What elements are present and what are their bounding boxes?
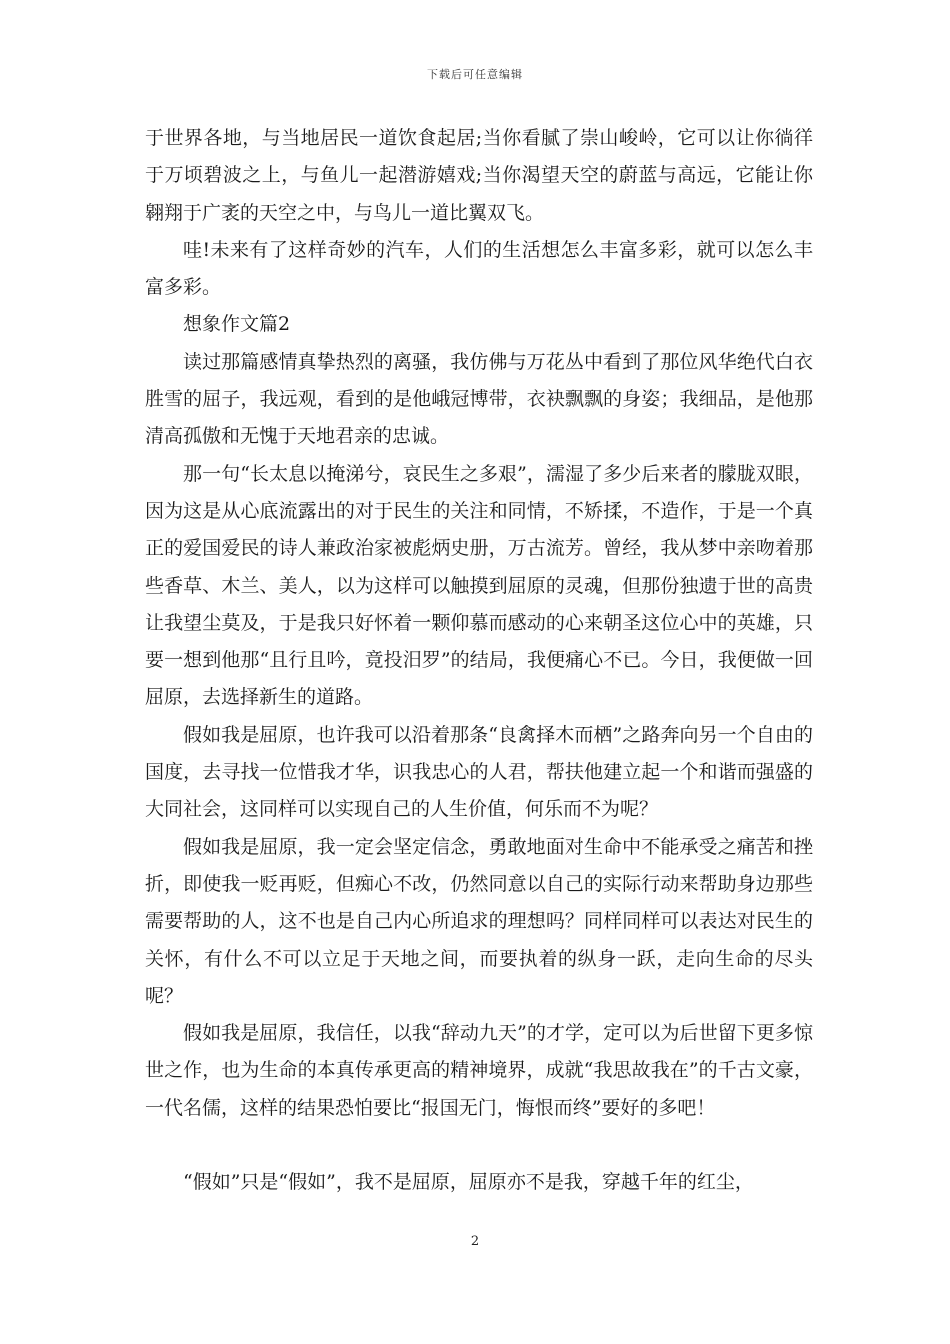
paragraph-gap — [145, 1127, 813, 1164]
section-title: 想象作文篇2 — [183, 313, 291, 336]
paragraph-suppose-2: 假如我是屈原，我一定会坚定信念，勇敢地面对生命中不能承受之痛苦和挫折，即使我一贬再贬，但痴心不改，仍然同意以自己的实际行动来帮助身边那些需要帮助的人，这不也是自己内心所追求的理想吗？同样同样可以表达对民生的关怀，有什么不可以立足于天地之间，而要执着的纵身一跃，走向生命的尽头呢？ — [145, 835, 813, 1007]
document-body — [145, 120, 813, 1201]
paragraph-quote: 那一句“长太息以掩涕兮，哀民生之多艰”，濡湿了多少后来者的朦胧双眼，因为这是从心底流露出的对于民生的关注和同情，不矫揉，不造作，于是一个真正的爱国爱民的诗人兼政治家被彪炳史册，万古流芳。曾经，我从梦中亲吻着那些香草、木兰、美人，以为这样可以触摸到屈原的灵魂，但那份独遗于世的高贵让我望尘莫及，于是我只好怀着一颗仰慕而感动的心来朝圣这位心中的英雄，只要一想到他那“且行且吟，竟投汨罗”的结局，我便痛心不已。今日，我便做一回屈原，去选择新生的道路。 — [145, 462, 813, 709]
paragraph-conclusion: “假如”只是“假如”，我不是屈原，屈原亦不是我，穿越千年的红尘， — [183, 1171, 754, 1194]
paragraph-continued: 于世界各地，与当地居民一道饮食起居;当你看腻了崇山峻岭，它可以让你徜徉于万顷碧波之上，与鱼儿一起潜游嬉戏;当你渴望天空的蔚蓝与高远，它能让你翱翔于广袤的天空之中，与鸟儿一道比翼双飞。 — [145, 127, 813, 224]
paragraph-suppose-3: 假如我是屈原，我信任，以我“辞动九天”的才学，定可以为后世留下更多惊世之作，也为生命的本真传承更高的精神境界，成就“我思故我在”的千古文豪，一代名儒，这样的结果恐怕要比“报国无门，悔恨而终”要好的多吧！ — [145, 1022, 813, 1119]
paragraph-future-car: 哇!未来有了这样奇妙的汽车，人们的生活想怎么丰富多彩，就可以怎么丰富多彩。 — [145, 238, 813, 299]
page-number: 2 — [470, 1234, 480, 1249]
paragraph-suppose-1: 假如我是屈原，也许我可以沿着那条“良禽择木而栖”之路奔向另一个自由的国度，去寻找一位惜我才华，识我忠心的人君，帮扶他建立起一个和谐而强盛的大同社会，这同样可以实现自己的人生价值，何乐而不为呢？ — [145, 723, 813, 821]
page-header-note: 下载后可任意编辑 — [427, 68, 523, 81]
paragraph-lisao: 读过那篇感情真挚热烈的离骚，我仿佛与万花丛中看到了那位风华绝代白衣胜雪的屈子，我远观，看到的是他峨冠博带，衣袂飘飘的身姿；我细品，是他那清高孤傲和无愧于天地君亲的忠诚。 — [145, 350, 813, 448]
